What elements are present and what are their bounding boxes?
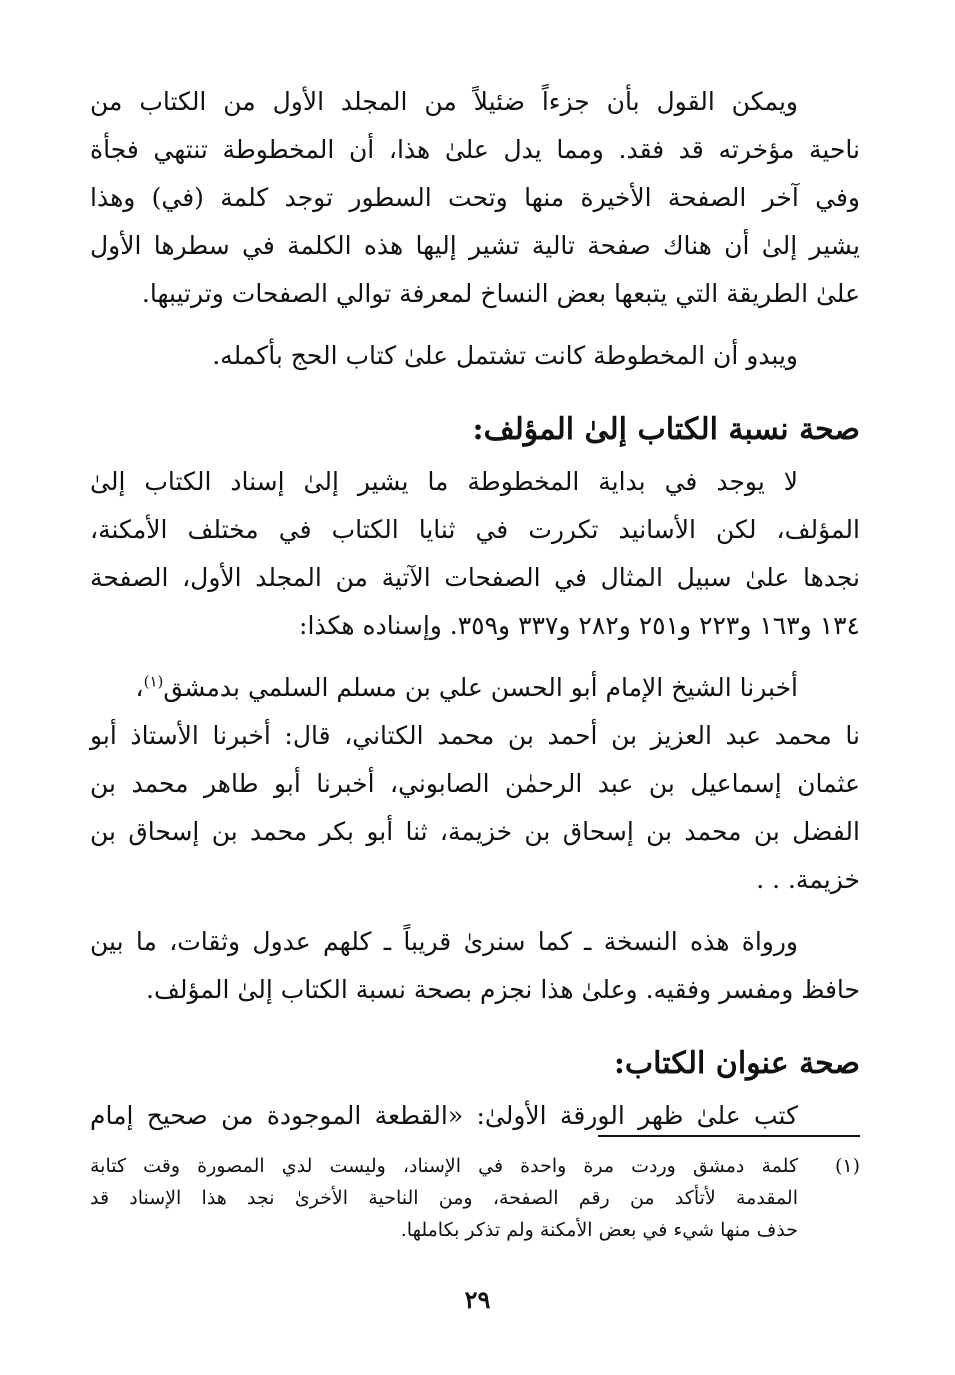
text-span: أخبرنا الشيخ الإمام أبو الحسن علي بن مسلم السلمي بدمشق [163, 673, 798, 702]
text-line: الفضل بن محمد بن إسحاق بن خزيمة، ثنا أبو بكر محمد بن إسحاق بن [90, 817, 860, 846]
section-heading: صحة عنوان الكتاب: [613, 1046, 860, 1081]
text-span: ، [135, 673, 144, 702]
paragraph [90, 664, 860, 904]
text-line: ويمكن القول بأن جزءاً ضئيلاً من المجلد الأول من الكتاب من [90, 87, 798, 116]
text-line: نجدها علىٰ سبيل المثال في الصفحات الآتية من المجلد الأول، الصفحة [90, 563, 860, 592]
footnote [90, 1150, 860, 1246]
text-line: وفي آخر الصفحة الأخيرة منها وتحت السطور توجد كلمة (في) وهذا [90, 183, 860, 212]
text-line: ويبدو أن المخطوطة كانت تشتمل علىٰ كتاب الحج بأكمله. [212, 341, 798, 370]
footnote-line: كلمة دمشق وردت مرة واحدة في الإسناد، وليست لدي المصورة وقت كتابة [90, 1155, 798, 1177]
text-line: حافظ ومفسر وفقيه. وعلىٰ هذا نجزم بصحة نسبة الكتاب إلىٰ المؤلف. [146, 975, 860, 1004]
footnote-reference[interactable]: (١) [143, 672, 164, 691]
text-line: خزيمة. . . [756, 865, 860, 894]
text-line: علىٰ الطريقة التي يتبعها بعض النساخ لمعرفة توالي الصفحات وترتيبها. [141, 279, 860, 308]
footnote-area [90, 1150, 860, 1246]
footnote-number: (١) [834, 1155, 860, 1177]
paragraph [90, 332, 860, 380]
text-line: يشير إلىٰ أن هناك صفحة تالية تشير إليها هذه الكلمة في سطرها الأول [90, 231, 860, 260]
text-line: لا يوجد في بداية المخطوطة ما يشير إلىٰ إسناد الكتاب إلىٰ [90, 467, 798, 496]
text-line: ورواة هذه النسخة ـ كما سنرىٰ قريباً ـ كلهم عدول وثقات، ما بين [90, 927, 798, 956]
page-number: ٢٩ [464, 1285, 491, 1314]
main-text [90, 78, 860, 1140]
text-line: ناحية مؤخرته قد فقد. ومما يدل علىٰ هذا، أن المخطوطة تنتهي فجأة [90, 135, 860, 164]
text-line: المؤلف، لكن الأسانيد تكررت في ثنايا الكتاب في مختلف الأمكنة، [90, 515, 860, 544]
text-line: نا محمد عبد العزيز بن أحمد بن محمد الكتاني، قال: أخبرنا الأستاذ أبو [90, 721, 860, 750]
paragraph [90, 918, 860, 1014]
text-line: عثمان إسماعيل بن عبد الرحمٰن الصابوني، أخبرنا أبو طاهر محمد بن [90, 769, 860, 798]
footnote-line: حذف منها شيء في بعض الأمكنة ولم تذكر بكاملها. [400, 1219, 798, 1241]
footnote-line: المقدمة لأتأكد من رقم الصفحة، ومن الناحية الأخرىٰ نجد هذا الإسناد قد [90, 1187, 798, 1209]
paragraph [90, 1092, 860, 1140]
footnote-divider [598, 1135, 860, 1137]
text-line [90, 664, 860, 712]
text-line: كتب علىٰ ظهر الورقة الأولىٰ: «القطعة الموجودة من صحيح إمام [90, 1101, 798, 1130]
paragraph [90, 78, 860, 318]
paragraph [90, 458, 860, 650]
section-heading: صحة نسبة الكتاب إلىٰ المؤلف: [472, 412, 860, 447]
text-line: ١٣٤ و١٦٣ و٢٢٣ و٢٥١ و٢٨٢ و٣٣٧ و٣٥٩. وإسناده هكذا: [299, 611, 860, 640]
